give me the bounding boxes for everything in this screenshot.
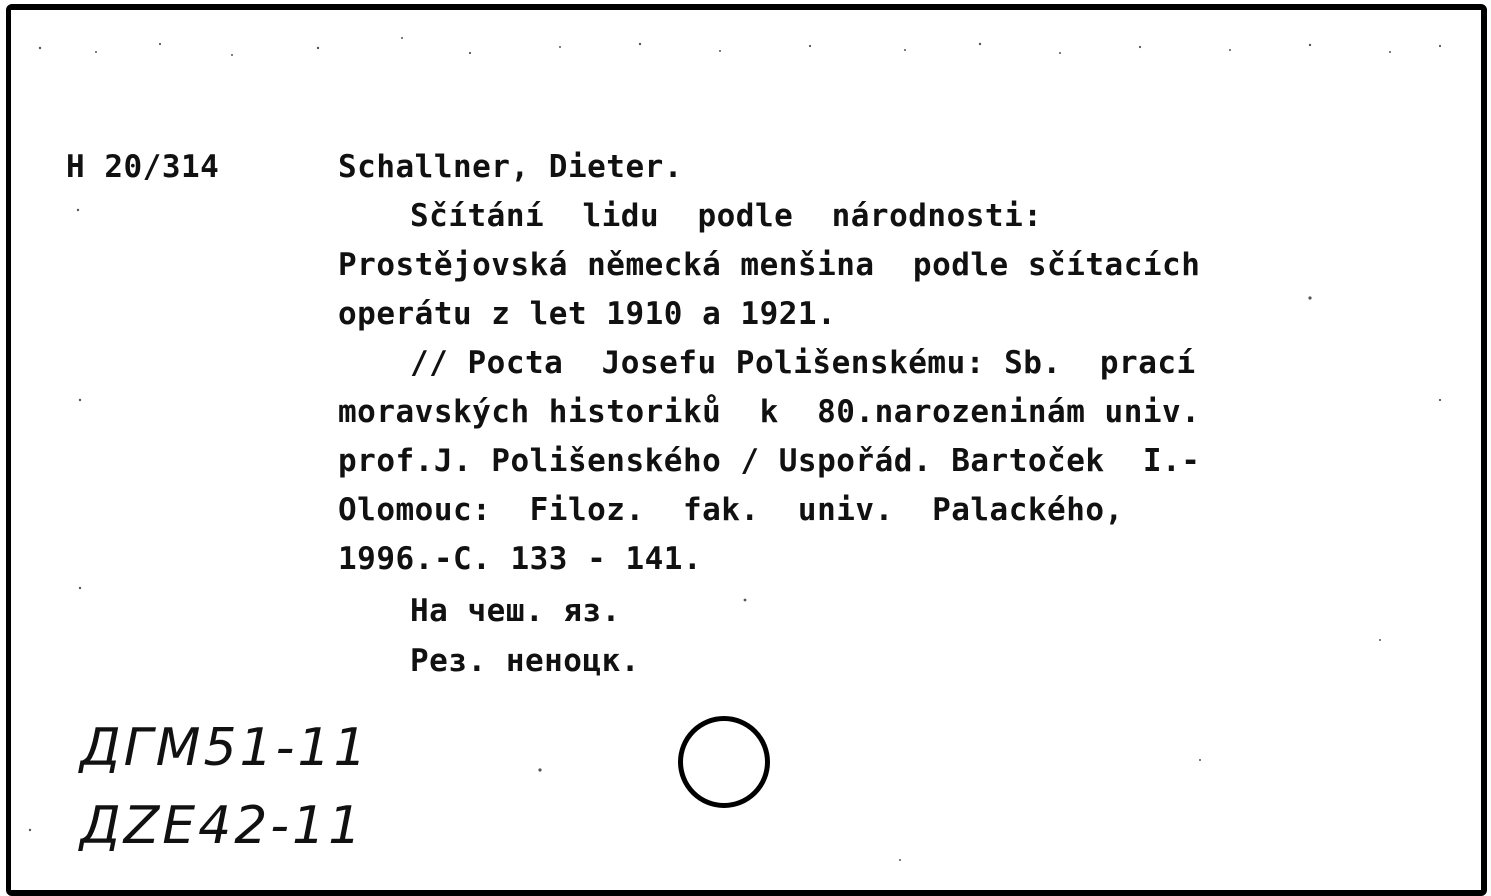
note-summary: Рез. неноцк.	[410, 643, 640, 679]
call-number: H 20/314	[66, 149, 220, 185]
entry-line-source-cont: moravských historiků k 80.narozeninám univ.	[338, 394, 1201, 430]
entry-line-author: Schallner, Dieter.	[338, 149, 683, 185]
entry-line-subtitle-cont: operátu z let 1910 a 1921.	[338, 296, 837, 332]
note-language: На чеш. яз.	[410, 593, 621, 629]
entry-line-source: // Pocta Josefu Polišenskému: Sb. prací	[410, 345, 1196, 381]
entry-line-subtitle: Prostějovská německá menšina podle sčítacích	[338, 247, 1201, 283]
entry-line-publisher: Olomouc: Filoz. fak. univ. Palackého,	[338, 492, 1124, 528]
handwritten-code-2: ДZЕ42-11	[80, 796, 365, 856]
handwritten-code-1: ДГМ51-11	[80, 718, 370, 778]
entry-line-editor: prof.J. Polišenského / Uspořád. Bartoček I.-	[338, 443, 1201, 479]
entry-line-title: Sčítání lidu podle národnosti:	[410, 198, 1043, 234]
entry-line-pages: 1996.-C. 133 - 141.	[338, 541, 703, 577]
circle-mark	[678, 716, 770, 808]
